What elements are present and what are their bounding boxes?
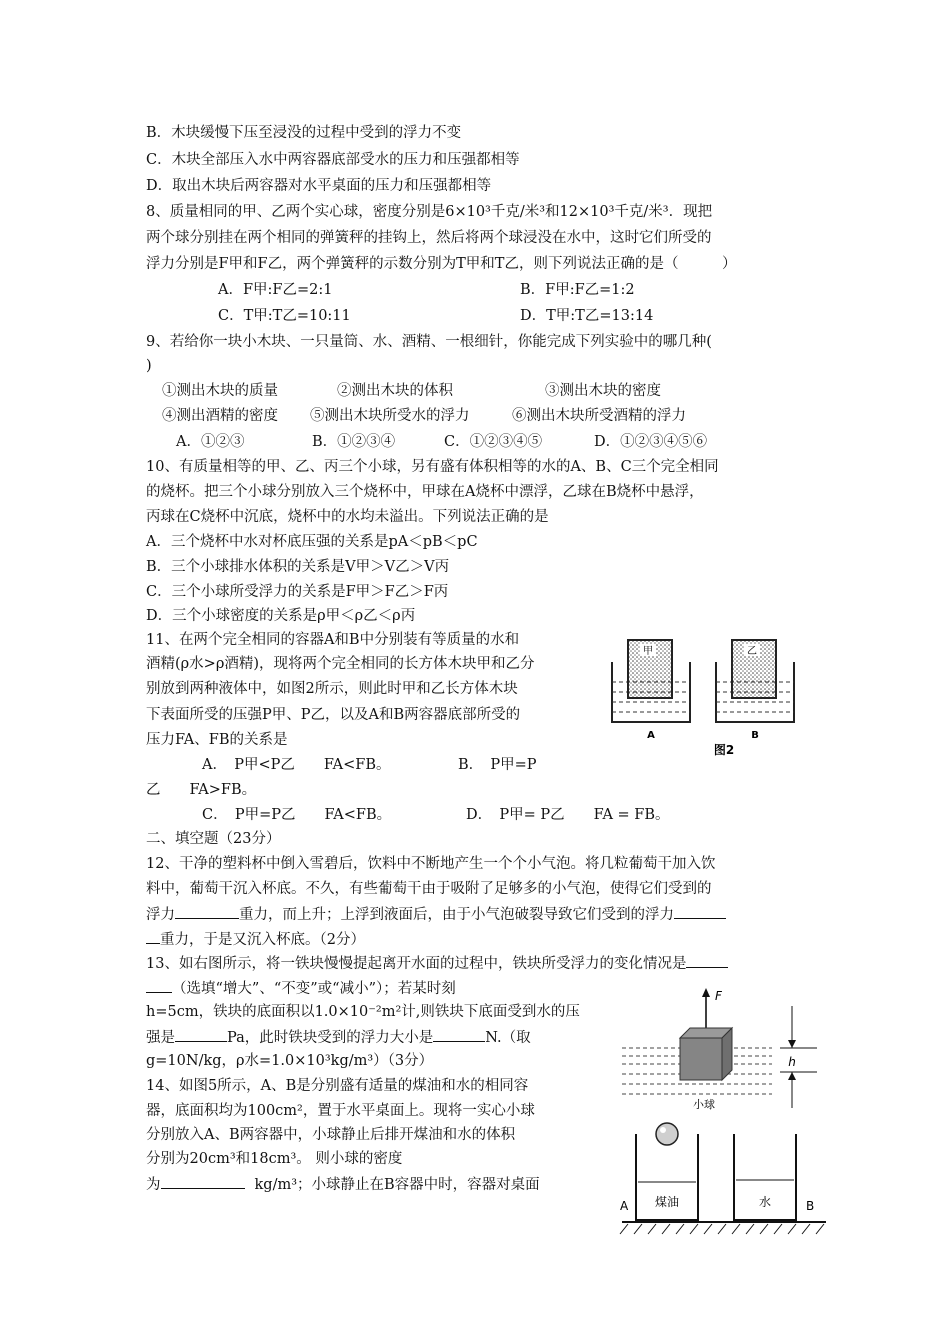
q11-line-5: 压力FA、FB的关系是 [146, 732, 288, 748]
q13-text-2: （选填“增大”、“不变”或“减小”）；若某时刻 [172, 981, 456, 997]
q12-line-4 [146, 929, 365, 950]
container-b-label: B [751, 730, 759, 741]
container-a-label-right: A [620, 1199, 629, 1213]
iron-block [680, 1028, 732, 1080]
q7-option-c: C．木块全部压入水中两容器底部受水的压力和压强都相等 [146, 152, 520, 168]
q13-blank-2[interactable] [175, 1027, 227, 1042]
q8-option-d: D．T甲:T乙=13:14 [520, 308, 654, 324]
q14-line-2: 器，底面积均为100cm²，置于水平桌面上。现将一实心小球 [146, 1103, 535, 1119]
q13-line-3: h=5cm，铁块的底面积以1.0×10⁻²m²计,则铁块下底面受到水的压 [146, 1004, 580, 1020]
q10-option-c: C．三个小球所受浮力的关系是F甲＞F乙＞F丙 [146, 584, 449, 600]
q12-text-3: 重力，于是又沉入杯底。（2分） [160, 932, 365, 948]
table-hatching [620, 1224, 824, 1234]
figure-2-caption: 图2 [713, 743, 735, 757]
ball [656, 1123, 678, 1145]
q11-option-a: A． P甲<P乙 FA<FB。 [202, 757, 391, 773]
q11-line-3: 别放到两种液体中，如图2所示，则此时甲和乙长方体木块 [146, 681, 518, 697]
q11-line-2: 酒精(ρ水>ρ酒精)，现将两个完全相同的长方体木块甲和乙分 [146, 656, 535, 672]
q11-option-b-cont: 乙 FA>FB。 [146, 782, 257, 798]
q9-option-a: A．①②③ [176, 434, 245, 450]
q8-line-3: 浮力分别是F甲和F乙，两个弹簧秤的示数分别为T甲和T乙，则下列说法正确的是（ ） [146, 256, 737, 272]
q9-item-6: ⑥测出木块所受酒精的浮力 [512, 408, 686, 424]
q14-text-2: kg/m³；小球静止在B容器中时，容器对桌面 [254, 1177, 540, 1193]
q13-line-2 [146, 978, 456, 999]
q9-line-2: ) [146, 358, 152, 374]
q12-blank-2[interactable] [674, 904, 726, 919]
water-label: 水 [758, 1195, 772, 1209]
block-jia-label: 甲 [643, 646, 653, 657]
q13-blank-3[interactable] [433, 1027, 485, 1042]
q13-blank-1-cont[interactable] [146, 978, 172, 993]
container-a-label: A [647, 730, 655, 741]
ball-label: 小球 [693, 1098, 715, 1111]
q13-text-3: 强是 [146, 1030, 175, 1046]
q13-blank-1[interactable] [686, 953, 728, 968]
q12-blank-2-cont[interactable] [146, 929, 160, 944]
q12-line-3 [146, 904, 726, 925]
force-label: F [715, 989, 722, 1003]
kerosene-label: 煤油 [654, 1195, 680, 1209]
q11-line-4: 下表面所受的压强P甲、P乙，以及A和B两容器底部所受的 [146, 707, 521, 723]
q13-text-4: Pa，此时铁块受到的浮力大小是 [227, 1030, 434, 1046]
q9-option-d: D．①②③④⑤⑥ [594, 434, 708, 450]
q8-line-1: 8、质量相同的甲、乙两个实心球，密度分别是6×10³千克/米³和12×10³千克/米³．现把 [146, 204, 713, 220]
q9-item-1: ①测出木块的质量 [162, 383, 278, 399]
q11-option-c: C． P甲=P乙 FA<FB。 [202, 807, 392, 823]
q14-line-1: 14、如图5所示，A、B是分别盛有适量的煤油和水的相同容 [146, 1078, 529, 1094]
container-kerosene [620, 1134, 698, 1220]
q14-line-4: 分别为20cm³和18cm³。 则小球的密度 [146, 1151, 403, 1167]
container-b-label-right: B [806, 1199, 815, 1213]
q12-line-1: 12、干净的塑料杯中倒入雪碧后，饮料中不断地产生一个个小气泡。将几粒葡萄干加入饮 [146, 856, 716, 872]
q8-option-b: B．F甲:F乙=1:2 [520, 282, 635, 298]
q9-item-4: ④测出酒精的密度 [162, 408, 278, 424]
q11-line-1: 11、在两个完全相同的容器A和B中分别装有等质量的水和 [146, 632, 520, 648]
figure-q13-q14 [612, 984, 842, 1254]
q14-blank-1[interactable] [161, 1174, 245, 1189]
q10-option-d: D．三个小球密度的关系是ρ甲＜ρ乙＜ρ丙 [146, 608, 416, 624]
q12-blank-1[interactable] [175, 904, 239, 919]
q14-text-1: 为 [146, 1177, 161, 1193]
block-yi-label: 乙 [747, 646, 757, 657]
q13-text-1: 13、如右图所示，将一铁块慢慢提起离开水面的过程中，铁块所受浮力的变化情况是 [146, 956, 687, 972]
container-a [612, 640, 690, 741]
section-2-heading: 二、填空题（23分） [146, 831, 281, 847]
q14-line-3: 分别放入A、B两容器中，小球静止后排开煤油和水的体积 [146, 1127, 516, 1143]
h-label: h [788, 1055, 796, 1069]
q7-option-b: B．木块缓慢下压至浸没的过程中受到的浮力不变 [146, 125, 462, 141]
q13-line-5: g=10N/kg，ρ水=1.0×10³kg/m³）（3分） [146, 1053, 434, 1069]
q10-option-b: B．三个小球排水体积的关系是V甲＞V乙＞V丙 [146, 559, 450, 575]
q10-line-1: 10、有质量相等的甲、乙、丙三个小球，另有盛有体积相等的水的A、B、C三个完全相同 [146, 459, 719, 475]
q13-text-5: N.（取 [485, 1030, 531, 1046]
q10-option-a: A．三个烧杯中水对杯底压强的关系是pA＜pB＜pC [146, 534, 478, 550]
q8-option-c: C．T甲:T乙=10:11 [218, 308, 351, 324]
q10-line-2: 的烧杯。把三个小球分别放入三个烧杯中，甲球在A烧杯中漂浮，乙球在B烧杯中悬浮， [146, 484, 704, 500]
q9-item-2: ②测出木块的体积 [337, 383, 453, 399]
q9-item-5: ⑤测出木块所受水的浮力 [310, 408, 470, 424]
q8-option-a: A．F甲:F乙=2:1 [218, 282, 333, 298]
q9-item-3: ③测出木块的密度 [545, 383, 661, 399]
q12-line-2: 料中，葡萄干沉入杯底。不久，有些葡萄干由于吸附了足够多的小气泡，使得它们受到的 [146, 881, 712, 897]
q12-text-1: 浮力 [146, 907, 175, 923]
q9-option-c: C．①②③④⑤ [444, 434, 543, 450]
q9-line-1: 9、若给你一块小木块、一只量筒、水、酒精、一根细针，你能完成下列实验中的哪几种( [146, 334, 712, 350]
q14-line-5 [146, 1174, 540, 1195]
q10-line-3: 丙球在C烧杯中沉底，烧杯中的水均未溢出。下列说法正确的是 [146, 509, 549, 525]
q12-text-2: 重力，而上升；上浮到液面后，由于小气泡破裂导致它们受到的浮力 [239, 907, 674, 923]
q13-line-4 [146, 1027, 531, 1048]
q9-option-b: B．①②③④ [312, 434, 396, 450]
q11-option-d: D． P甲= P乙 FA = FB。 [466, 807, 670, 823]
container-water [734, 1134, 814, 1220]
q13-line-1 [146, 953, 728, 974]
figure-2 [604, 632, 804, 760]
q11-option-b: B． P甲=P [458, 757, 537, 773]
q7-option-d: D．取出木块后两容器对水平桌面的压力和压强都相等 [146, 178, 492, 194]
container-b [716, 640, 794, 741]
q8-line-2: 两个球分别挂在两个相同的弹簧秤的挂钩上，然后将两个球浸没在水中，这时它们所受的 [146, 230, 712, 246]
